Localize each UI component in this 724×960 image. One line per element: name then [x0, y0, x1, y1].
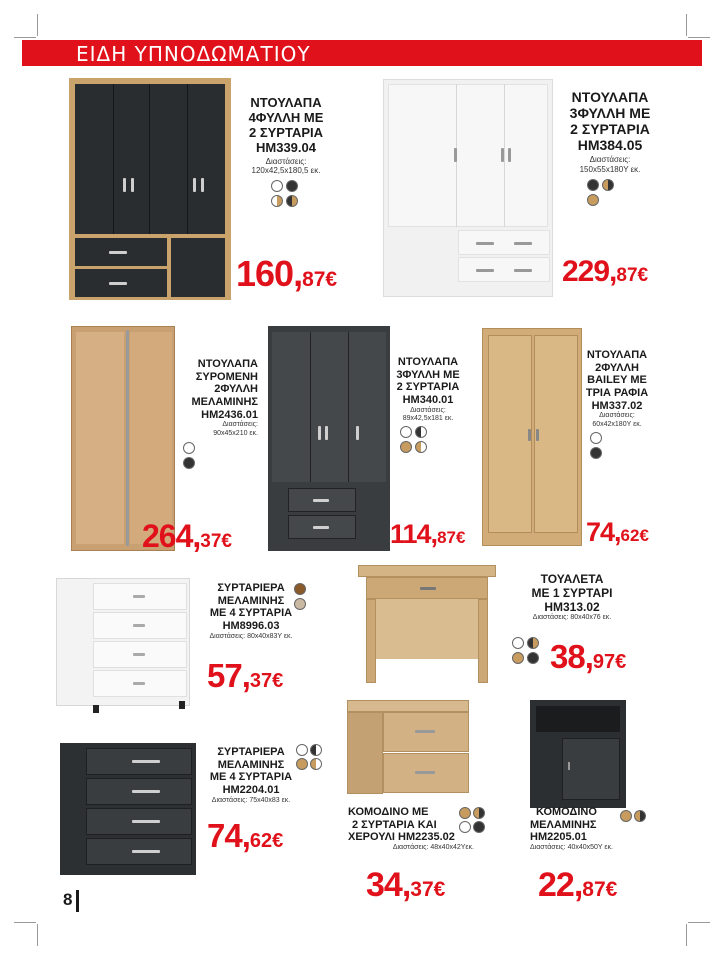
vanity-desk-image — [358, 565, 496, 685]
crop-mark — [688, 922, 710, 923]
product-dimensions: Διαστάσεις: 80x40x83Υ εκ. — [209, 632, 293, 640]
wardrobe-3-door-dark-image — [268, 326, 390, 551]
product-info-hm337 — [580, 349, 654, 459]
price-hm384: 229,87€ — [562, 255, 649, 288]
wardrobe-4-door-image — [69, 78, 231, 300]
color-swatches — [183, 442, 258, 469]
product-dimensions: Διαστάσεις: 80x40x76 εκ. — [532, 614, 612, 622]
price-hm2204: 74,62€ — [207, 817, 284, 854]
product-title: ΤΟΥΑΛΕΤΑ ΜΕ 1 ΣΥΡΤΑΡΙ ΗΜ313.02 — [531, 572, 613, 614]
page-title: ΕΙΔΗ ΥΠΝΟΔΩΜΑΤΙΟΥ — [76, 42, 311, 66]
product-info-hm340 — [388, 356, 468, 453]
product-dimensions: Διαστάσεις: 89x42,5x181 εκ. — [402, 406, 454, 422]
product-dimensions: Διαστάσεις: 48x40x42Υεκ. — [392, 843, 474, 851]
product-title: ΝΤΟΥΛΑΠΑ 4ΦΥΛΛΗ ΜΕ 2 ΣΥΡΤΑΡΙΑ ΗΜ339.04 — [248, 95, 324, 155]
page-number: 8 — [63, 890, 73, 909]
nightstand-2-drawer-image — [347, 700, 469, 796]
product-title: ΝΤΟΥΛΑΠΑ 3ΦΥΛΛΗ ΜΕ 2 ΣΥΡΤΑΡΙΑ ΗΜ340.01 — [396, 356, 460, 406]
color-swatches — [620, 810, 646, 822]
chest-white-4-drawer-image — [56, 578, 190, 706]
product-title: ΣΥΡΤΑΡΙΕΡΑ ΜΕΛΑΜΙΝΗΣ ΜΕ 4 ΣΥΡΤΑΡΙΑ ΗΜ2204.01 — [209, 746, 293, 796]
color-swatches — [294, 744, 324, 770]
product-dimensions: Διαστάσεις: 90x45x210 εκ. — [213, 421, 258, 437]
product-info-hm2204 — [196, 746, 306, 805]
wardrobe-bailey-image — [482, 328, 582, 546]
color-swatches — [590, 432, 654, 459]
color-swatches — [510, 637, 540, 664]
crop-mark — [37, 14, 38, 36]
price-hm8996: 57,37€ — [207, 657, 284, 694]
price-hm313: 38,97€ — [550, 638, 627, 675]
crop-mark — [688, 37, 710, 38]
price-hm2436: 264,37€ — [142, 518, 232, 554]
page-number-divider — [76, 890, 79, 912]
price-hm2235: 34,37€ — [366, 866, 446, 904]
crop-mark — [37, 924, 38, 946]
product-title: ΣΥΡΤΑΡΙΕΡΑ ΜΕΛΑΜΙΝΗΣ ΜΕ 4 ΣΥΡΤΑΡΙΑ ΗΜ8996.03 — [209, 582, 293, 632]
color-swatches — [587, 179, 617, 206]
nightstand-black-image — [530, 700, 626, 808]
product-info-hm384 — [555, 89, 665, 206]
product-title: ΝΤΟΥΛΑΠΑ ΣΥΡΟΜΕΝΗ 2ΦΥΛΛΗ ΜΕΛΑΜΙΝΗΣ ΗΜ2436.01 — [191, 358, 258, 421]
color-swatches — [457, 807, 487, 833]
color-swatches — [398, 426, 428, 453]
product-info-hm313 — [510, 573, 634, 623]
product-title: ΝΤΟΥΛΑΠΑ 3ΦΥΛΛΗ ΜΕ 2 ΣΥΡΤΑΡΙΑ ΗΜ384.05 — [569, 89, 651, 154]
color-swatches — [269, 180, 299, 207]
crop-mark — [14, 37, 36, 38]
product-dimensions: Διαστάσεις: 60x42x180Υ εκ. — [592, 412, 642, 428]
product-dimensions: Διαστάσεις: 120x42,5x180,5 εκ. — [251, 156, 321, 176]
wardrobe-3-door-white-image — [383, 79, 553, 297]
product-title: ΚΟΜΟΔΙΝΟ ΜΕΛΑΜΙΝΗΣ ΗΜ2205.01 — [530, 806, 597, 844]
product-info-hm2235 — [348, 806, 474, 852]
price-hm339: 160,87€ — [236, 253, 338, 294]
product-info-hm8996 — [196, 582, 306, 641]
product-dimensions: Διαστάσεις: 150x55x180Υ εκ. — [579, 155, 641, 174]
product-info-hm2436 — [178, 358, 258, 469]
product-title: ΚΟΜΟΔΙΝΟ ΜΕ 2 ΣΥΡΤΑΡΙΑ ΚΑΙ ΧΕΡΟΥΛΙ ΗΜ2235.02 — [348, 806, 455, 844]
price-hm2205: 22,87€ — [538, 866, 618, 904]
crop-mark — [686, 924, 687, 946]
product-title: ΝΤΟΥΛΑΠΑ 2ΦΥΛΛΗ BAILEY ΜΕ ΤΡΙΑ ΡΑΦΙΑ ΗΜ337.02 — [585, 349, 649, 412]
color-swatches — [294, 583, 306, 610]
crop-mark — [14, 922, 36, 923]
price-hm340: 114,87€ — [390, 519, 466, 549]
crop-mark — [686, 14, 687, 36]
chest-dark-4-drawer-image — [60, 743, 196, 875]
price-hm337: 74,62€ — [586, 517, 649, 547]
product-info-hm339 — [232, 96, 340, 207]
product-dimensions: Διαστάσεις: 75x40x83 εκ. — [211, 796, 291, 804]
product-dimensions: Διαστάσεις: 40x40x50Υ εκ. — [530, 843, 613, 851]
